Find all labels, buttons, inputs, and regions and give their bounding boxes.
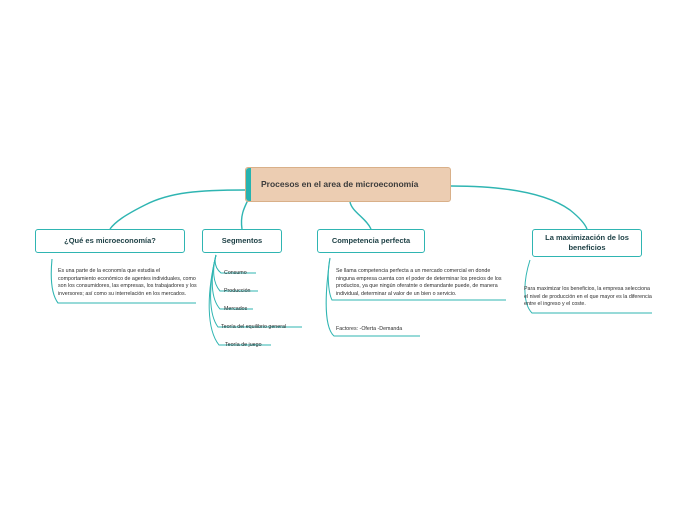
list-item[interactable]: Mercados	[224, 306, 248, 312]
body-competencia-perfecta: Se llama competencia perfecta a un mercado comercial en donde ninguna empresa cuenta con el poder de determinar los precios de los productos, ya que ningún oferatnte o demandante puede, de manera individual, determinar al valor de un bien o servicio.	[336, 268, 502, 297]
list-item[interactable]: Consumo	[224, 270, 247, 276]
body-que-es-microeconomia: Es una parte de la economía que estudia el comportamiento económico de agentes individuales, como son los consumidores, las empresas, los trabajadores y los inversores; así como su interrelación en los mercados.	[58, 268, 197, 297]
list-item[interactable]: Teoría de juego	[225, 342, 262, 348]
topic-label: La maximización de los beneficios	[545, 233, 629, 252]
body-maximizacion-beneficios: Para maximizar los beneficios, la empresa selecciona el nivel de producción en el que mayor es la diferencia entre el ingreso y el coste.	[524, 286, 652, 308]
topic-label: Segmentos	[221, 236, 263, 245]
root-label: Procesos en el area de microeconomía	[261, 179, 419, 189]
topic-competencia-perfecta[interactable]	[317, 229, 425, 253]
list-item[interactable]: Producción	[224, 288, 251, 294]
topic-label: ¿Qué es microeconomía?	[64, 236, 156, 245]
root-node[interactable]	[245, 167, 451, 202]
list-item[interactable]: Teoría del equilibrio general	[221, 324, 287, 330]
topic-maximizacion-beneficios[interactable]	[532, 229, 642, 257]
topic-segmentos[interactable]	[202, 229, 282, 253]
topic-que-es-microeconomia[interactable]	[35, 229, 185, 253]
body-competencia-factores: Factores: -Oferta -Demanda	[336, 326, 403, 332]
topic-label: Competencia perfecta	[331, 236, 411, 245]
